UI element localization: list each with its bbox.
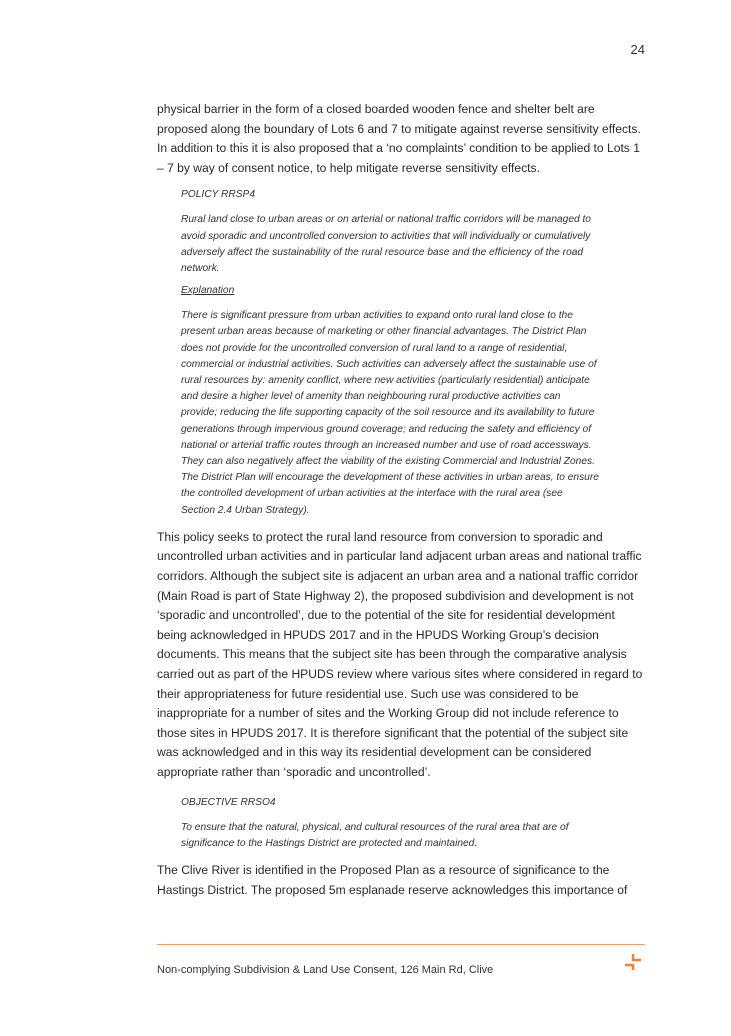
policy-block bbox=[181, 187, 599, 518]
bracket-logo-icon bbox=[624, 953, 642, 971]
objective-text: To ensure that the natural, physical, and cultural resources of the rural area that are of significance to the Hastings District are protected and maintained. bbox=[181, 821, 569, 849]
explanation-text: There is significant pressure from urban activities to expand onto rural land close to the present urban areas because of marketing or other financial advantages. The District Plan does not provide for the uncontrolled conversion of rural land to a range of residential, commercial or industrial activities. Such activities can adversely affect the sustainable use of rural resources by: amenity conflict, where new activities (particularly residential) anticipate and desire a higher level of amenity than neighbouring rural productive activities can provide; reducing the life supporting capacity of the soil resource and its availability to future generations through impervious ground coverage; and reducing the safety and efficiency of national or arterial traffic routes through an increased number and use of road accessways. They can also negatively affect the viability of the existing Commercial and Industrial Zones. The District Plan will encourage the development of these activities in urban areas, to ensure the controlled development of urban activities at the interface with the rural area (see Section 2.4 Urban Strategy). bbox=[181, 310, 599, 516]
footer-document-title: Non-complying Subdivision & Land Use Consent, 126 Main Rd, Clive bbox=[157, 964, 494, 976]
explanation-heading: Explanation bbox=[181, 285, 235, 297]
body-paragraph-3: The Clive River is identified in the Proposed Plan as a resource of significance to the Hastings District. The proposed 5m esplanade reserve acknowledges this importance of bbox=[157, 862, 628, 897]
footer-divider bbox=[157, 944, 645, 945]
page-content bbox=[157, 100, 647, 909]
policy-heading: POLICY RRSP4 bbox=[181, 189, 255, 201]
policy-text: Rural land close to urban areas or on arterial or national traffic corridors will be managed to avoid sporadic and uncontrolled conversion to activities that will individually or cumulatively adversely affect the sustainability of the rural resource base and the efficiency of the road network. bbox=[181, 214, 591, 274]
body-paragraph-2: This policy seeks to protect the rural land resource from conversion to sporadic and uncontrolled urban activities and in particular land adjacent urban areas and national traffic corridors. Although the subject site is adjacent an urban area and a national traffic corridor (Main Road is part of State Highway 2), the proposed subdivision and development is not ‘sporadic and uncontrolled’, due to the potential of the site for residential development being acknowledged in HPUDS 2017 and in the HPUDS Working Group’s decision documents. This means that the subject site has been through the comparative analysis carried out as part of the HPUDS review where various sites where considered in regard to their appropriateness for future residential use. Such use was considered to be inappropriate for a number of sites and the Working Group did not include reference to those sites in HPUDS 2017. It is therefore significant that the potential of the subject site was acknowledged and in this way its residential development can be considered appropriate rather than ‘sporadic and uncontrolled’. bbox=[157, 529, 643, 779]
objective-block bbox=[181, 795, 599, 852]
body-paragraph-1: physical barrier in the form of a closed boarded wooden fence and shelter belt are proposed along the boundary of Lots 6 and 7 to mitigate against reverse sensitivity effects. In addition to this it is also proposed that a ‘no complaints’ condition to be applied to Lots 1 – 7 by way of consent notice, to help mitigate reverse sensitivity effects. bbox=[157, 102, 641, 175]
objective-heading: OBJECTIVE RRSO4 bbox=[181, 796, 276, 808]
page-number: 24 bbox=[630, 42, 645, 57]
